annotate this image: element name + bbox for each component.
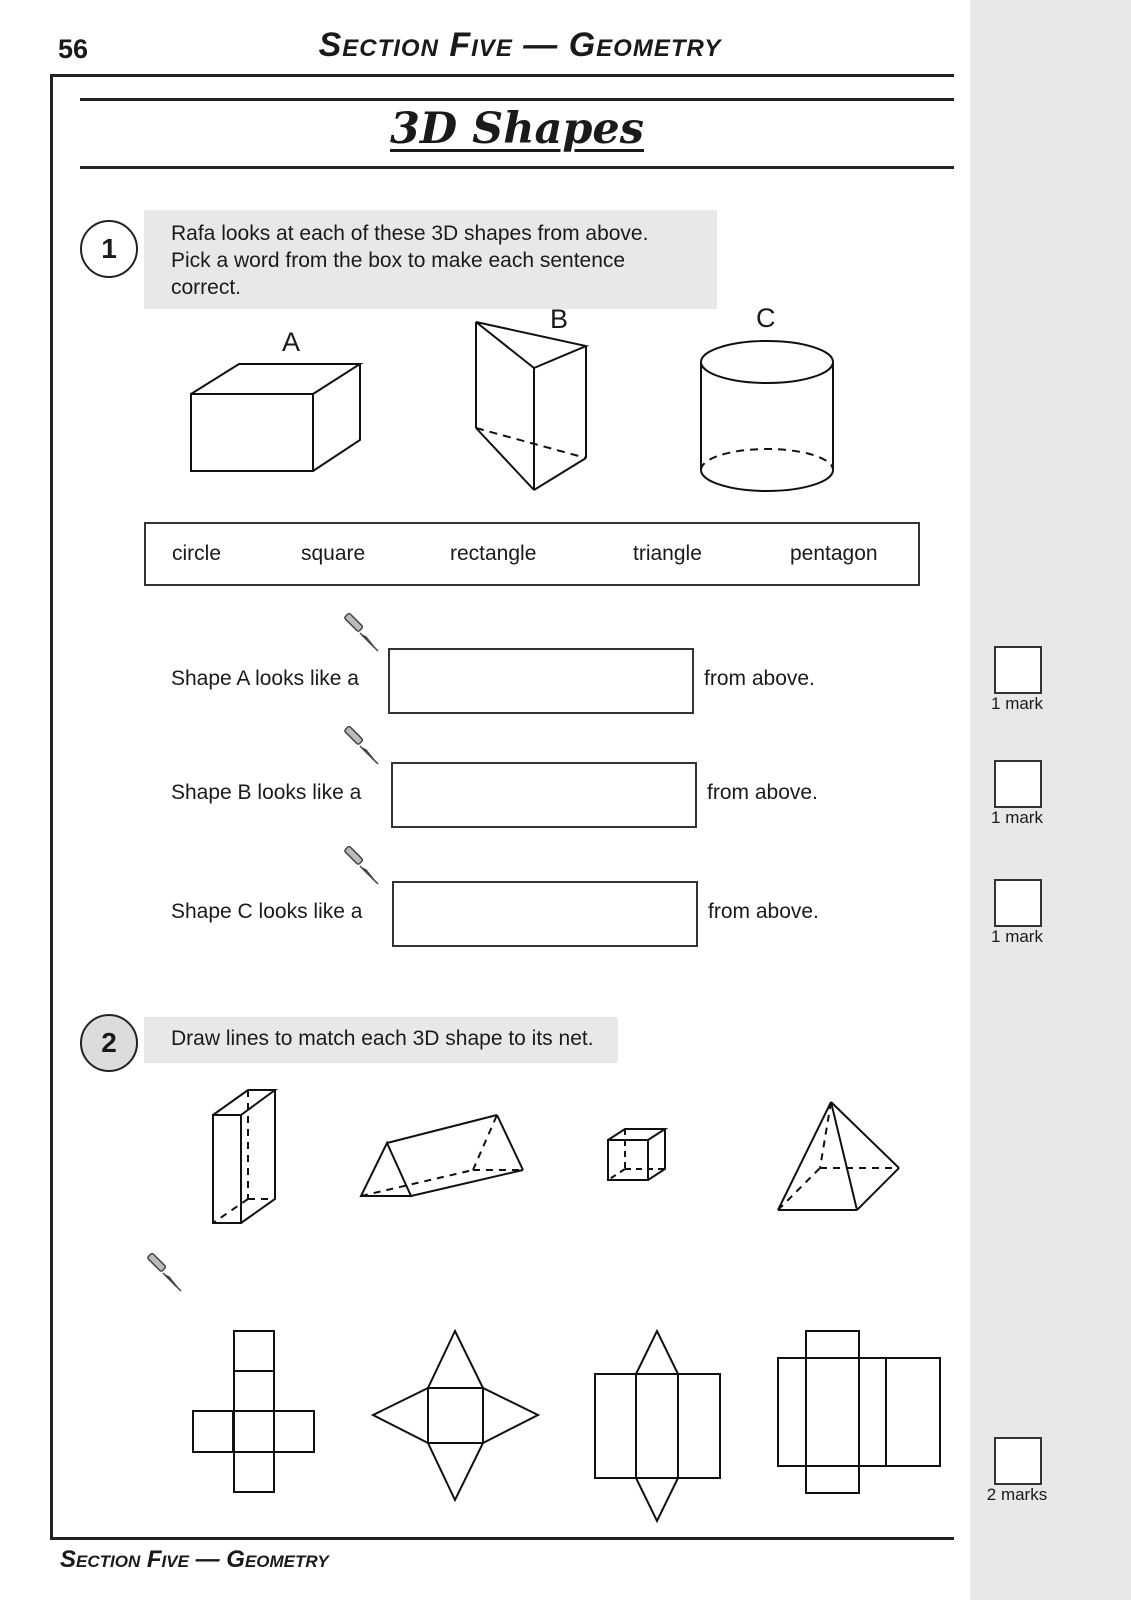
word-triangle: triangle (633, 542, 702, 565)
shape-label-c: C (756, 303, 776, 333)
word-rectangle: rectangle (450, 542, 537, 565)
sentence-a-prefix: Shape A looks like a (171, 667, 359, 690)
instruction-line-1: Rafa looks at each of these 3D shapes from above. (171, 222, 649, 245)
page-number: 56 (58, 34, 89, 64)
word-circle: circle (172, 542, 222, 565)
sentence-b-suffix: from above. (707, 781, 818, 804)
mark-label: 1 mark (991, 927, 1043, 946)
sentence-a-suffix: from above. (704, 667, 815, 690)
question-2-instruction: Draw lines to match each 3D shape to its net. (144, 1017, 618, 1063)
word-square: square (301, 542, 366, 565)
question-2-number: 2 (80, 1014, 138, 1072)
page-title: 3D Shapes (390, 104, 644, 154)
mark-box-question-2[interactable] (994, 1437, 1042, 1485)
question-1-number: 1 (80, 220, 138, 278)
sentence-c-suffix: from above. (708, 900, 819, 923)
word-pentagon: pentagon (790, 542, 878, 565)
sentence-c-prefix: Shape C looks like a (171, 900, 363, 923)
footer-section-title: Section Five — Geometry (60, 1546, 329, 1573)
shape-label-a: A (282, 327, 301, 357)
mark-label: 1 mark (991, 694, 1043, 713)
mark-label: 2 marks (986, 1485, 1048, 1504)
mark-label: 1 mark (991, 808, 1043, 827)
sentence-b-prefix: Shape B looks like a (171, 781, 362, 804)
instruction-line-2: Pick a word from the box to make each sentence correct. (171, 249, 626, 299)
shape-label-b: B (550, 304, 569, 334)
section-header: Section Five — Geometry (318, 26, 722, 64)
